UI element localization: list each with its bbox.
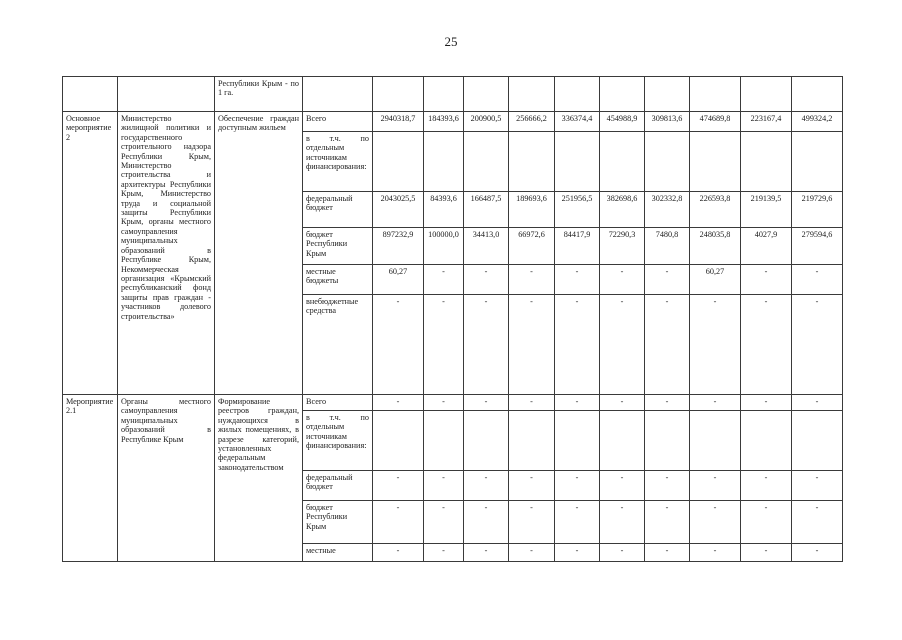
cell-empty: [555, 77, 600, 112]
value-cell: -: [645, 471, 690, 501]
value-cell: [645, 132, 690, 192]
cell-empty: [600, 77, 645, 112]
value-cell: 34413,0: [464, 228, 509, 265]
value-cell: [424, 132, 464, 192]
cell-empty: [645, 77, 690, 112]
value-cell: 72290,3: [600, 228, 645, 265]
cell-empty: [63, 77, 118, 112]
value-cell: -: [690, 544, 741, 562]
value-cell: -: [424, 265, 464, 295]
value-cell: [555, 411, 600, 471]
value-cell: -: [555, 265, 600, 295]
value-cell: -: [509, 501, 555, 544]
table-row: [63, 395, 843, 411]
funding-source-cell: федеральный бюджет: [303, 471, 373, 501]
value-cell: 226593,8: [690, 192, 741, 228]
value-cell: [509, 411, 555, 471]
value-cell: -: [509, 265, 555, 295]
value-cell: -: [600, 544, 645, 562]
value-cell: -: [792, 295, 843, 395]
result-cell: Обеспечение граждан доступным жильем: [215, 112, 303, 395]
value-cell: [741, 411, 792, 471]
value-cell: [424, 411, 464, 471]
value-cell: -: [741, 471, 792, 501]
value-cell: 166487,5: [464, 192, 509, 228]
value-cell: -: [690, 471, 741, 501]
responsible-cell: Органы местного самоуправления муниципальных образований в Республике Крым: [118, 395, 215, 562]
value-cell: 2043025,5: [373, 192, 424, 228]
value-cell: [600, 132, 645, 192]
value-cell: [555, 132, 600, 192]
value-cell: -: [555, 295, 600, 395]
cell-empty: [464, 77, 509, 112]
value-cell: -: [792, 501, 843, 544]
cell-empty: [373, 77, 424, 112]
page-number: 25: [444, 34, 458, 49]
value-cell: -: [373, 471, 424, 501]
value-cell: -: [600, 395, 645, 411]
value-cell: -: [600, 501, 645, 544]
value-cell: 302332,8: [645, 192, 690, 228]
value-cell: [690, 132, 741, 192]
value-cell: [792, 132, 843, 192]
value-cell: -: [464, 395, 509, 411]
result-cell: Формирование реестров граждан, нуждающихся в жилых помещениях, в разрезе категорий, установленных федеральным законодательством: [215, 395, 303, 562]
cell-empty: [690, 77, 741, 112]
funding-source-cell: местные: [303, 544, 373, 562]
value-cell: 248035,8: [690, 228, 741, 265]
funding-source-cell: в т.ч. по отдельным источникам финансирования:: [303, 411, 373, 471]
value-cell: -: [464, 265, 509, 295]
header-row: [63, 77, 843, 112]
value-cell: -: [509, 471, 555, 501]
value-cell: -: [741, 395, 792, 411]
value-cell: 454988,9: [600, 112, 645, 132]
value-cell: -: [690, 295, 741, 395]
value-cell: [464, 132, 509, 192]
value-cell: [509, 132, 555, 192]
value-cell: -: [424, 501, 464, 544]
value-cell: -: [509, 395, 555, 411]
value-cell: -: [373, 295, 424, 395]
value-cell: -: [555, 395, 600, 411]
value-cell: -: [792, 471, 843, 501]
result-continuation-cell: Республики Крым - по 1 га.: [215, 77, 303, 112]
value-cell: [373, 411, 424, 471]
funding-source-cell: местные бюджеты: [303, 265, 373, 295]
value-cell: -: [690, 395, 741, 411]
value-cell: [600, 411, 645, 471]
value-cell: 66972,6: [509, 228, 555, 265]
value-cell: 200900,5: [464, 112, 509, 132]
value-cell: 84393,6: [424, 192, 464, 228]
value-cell: 223167,4: [741, 112, 792, 132]
value-cell: -: [645, 395, 690, 411]
value-cell: -: [741, 544, 792, 562]
value-cell: -: [645, 265, 690, 295]
value-cell: -: [645, 501, 690, 544]
value-cell: -: [464, 471, 509, 501]
value-cell: -: [555, 544, 600, 562]
value-cell: -: [600, 471, 645, 501]
value-cell: 2940318,7: [373, 112, 424, 132]
value-cell: -: [741, 295, 792, 395]
cell-empty: [118, 77, 215, 112]
value-cell: 84417,9: [555, 228, 600, 265]
value-cell: -: [555, 501, 600, 544]
value-cell: -: [741, 265, 792, 295]
value-cell: -: [424, 544, 464, 562]
value-cell: 60,27: [373, 265, 424, 295]
value-cell: -: [792, 265, 843, 295]
value-cell: [645, 411, 690, 471]
value-cell: [373, 132, 424, 192]
event-name-cell: Основное мероприятие 2: [63, 112, 118, 395]
value-cell: 4027,9: [741, 228, 792, 265]
value-cell: [690, 411, 741, 471]
value-cell: 189693,6: [509, 192, 555, 228]
responsible-cell: Министерство жилищной политики и государственного строительного надзора Республики Крым, Министерство строительства и архитектуры Республики Крым, Министерство труда и социальной защиты Республики Крым, органы местного самоуправления муниципальных образований в Республике Крым, Некоммерческая организация «Крымский республиканский фонд защиты прав граждан - участников долевого строительства»: [118, 112, 215, 395]
value-cell: 897232,9: [373, 228, 424, 265]
value-cell: -: [464, 544, 509, 562]
value-cell: -: [690, 501, 741, 544]
value-cell: [741, 132, 792, 192]
cell-empty: [509, 77, 555, 112]
funding-source-cell: федеральный бюджет: [303, 192, 373, 228]
table-body: [63, 77, 843, 562]
value-cell: -: [424, 471, 464, 501]
value-cell: -: [373, 501, 424, 544]
value-cell: -: [464, 295, 509, 395]
funding-source-cell: Всего: [303, 395, 373, 411]
value-cell: -: [600, 265, 645, 295]
value-cell: [792, 411, 843, 471]
value-cell: 256666,2: [509, 112, 555, 132]
cell-empty: [303, 77, 373, 112]
value-cell: [464, 411, 509, 471]
value-cell: -: [645, 295, 690, 395]
value-cell: -: [600, 295, 645, 395]
value-cell: -: [373, 544, 424, 562]
funding-source-cell: Всего: [303, 112, 373, 132]
value-cell: 474689,8: [690, 112, 741, 132]
cell-empty: [792, 77, 843, 112]
value-cell: 219139,5: [741, 192, 792, 228]
value-cell: 219729,6: [792, 192, 843, 228]
value-cell: -: [509, 544, 555, 562]
value-cell: -: [509, 295, 555, 395]
cell-empty: [741, 77, 792, 112]
value-cell: -: [741, 501, 792, 544]
cell-empty: [424, 77, 464, 112]
funding-source-cell: в т.ч. по отдельным источникам финансирования:: [303, 132, 373, 192]
event-name-cell: Мероприятие 2.1: [63, 395, 118, 562]
financing-table: [62, 76, 843, 562]
value-cell: 184393,6: [424, 112, 464, 132]
value-cell: -: [424, 295, 464, 395]
value-cell: 100000,0: [424, 228, 464, 265]
value-cell: -: [555, 471, 600, 501]
value-cell: -: [464, 501, 509, 544]
funding-source-cell: бюджет Республики Крым: [303, 228, 373, 265]
funding-source-cell: внебюджетные средства: [303, 295, 373, 395]
value-cell: 279594,6: [792, 228, 843, 265]
value-cell: -: [792, 395, 843, 411]
table-row: [63, 112, 843, 132]
value-cell: 7480,8: [645, 228, 690, 265]
value-cell: 60,27: [690, 265, 741, 295]
funding-source-cell: бюджет Республики Крым: [303, 501, 373, 544]
value-cell: 309813,6: [645, 112, 690, 132]
value-cell: 382698,6: [600, 192, 645, 228]
value-cell: -: [424, 395, 464, 411]
value-cell: -: [645, 544, 690, 562]
value-cell: -: [792, 544, 843, 562]
value-cell: -: [373, 395, 424, 411]
value-cell: 251956,5: [555, 192, 600, 228]
value-cell: 336374,4: [555, 112, 600, 132]
value-cell: 499324,2: [792, 112, 843, 132]
